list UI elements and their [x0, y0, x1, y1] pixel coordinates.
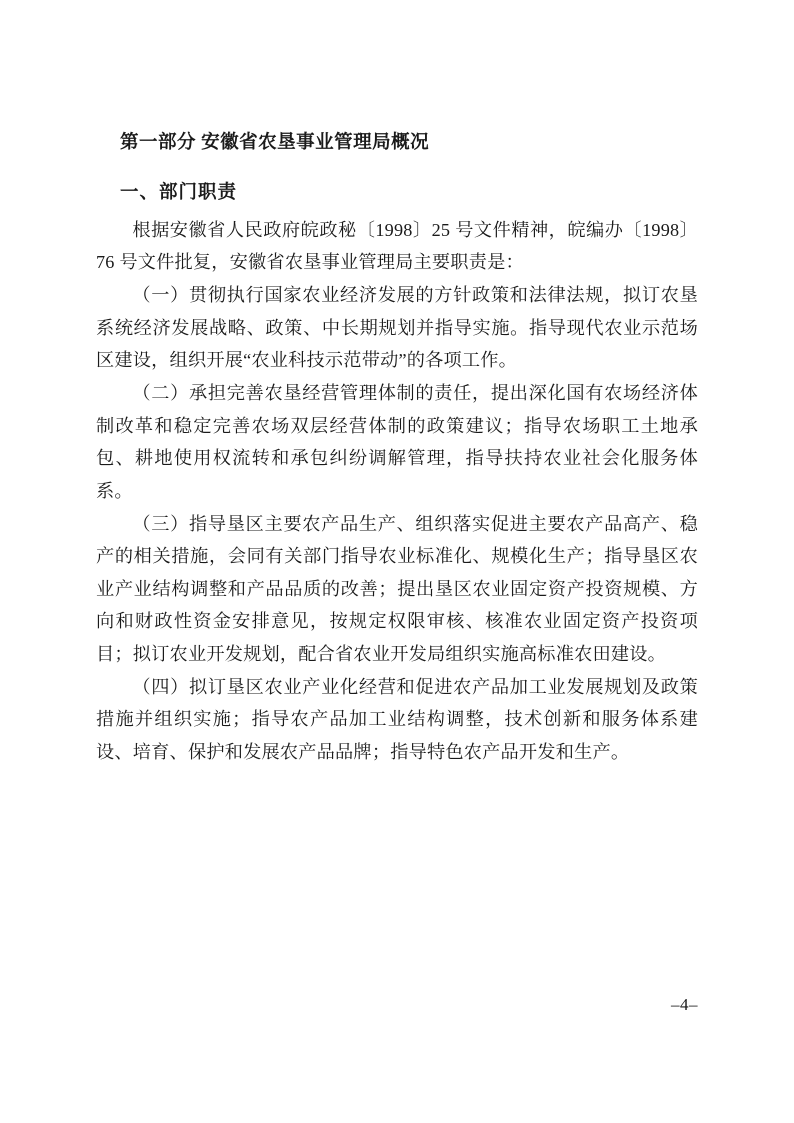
paragraph: （二）承担完善农垦经营管理体制的责任，提出深化国有农场经济体制改革和稳定完善农场双层经营体制的政策建议；指导农场职工土地承包、耕地使用权流转和承包纠纷调解管理，指导扶持农业社会化服务体系。	[96, 383, 698, 501]
page-number: –4–	[671, 995, 698, 1014]
paragraph: 根据安徽省人民政府皖政秘〔1998〕25 号文件精神，皖编办〔1998〕76 号文件批复，安徽省农垦事业管理局主要职责是：	[96, 219, 698, 272]
paragraph: （一）贯彻执行国家农业经济发展的方针政策和法律法规，拟订农垦系统经济发展战略、政策、中长期规划并指导实施。指导现代农业示范场区建设，组织开展“农业科技示范带动”的各项工作。	[96, 285, 698, 371]
paragraph: （三）指导垦区主要农产品生产、组织落实促进主要农产品高产、稳产的相关措施，会同有关部门指导农业标准化、规模化生产；指导垦区农业产业结构调整和产品品质的改善；提出垦区农业固定资产投资规模、方向和财政性资金安排意见，按规定权限审核、核准农业固定资产投资项目；拟订农业开发规划，配合省农业开发局组织实施高标准农田建设。	[96, 514, 698, 664]
section-heading: 一、部门职责	[120, 182, 238, 203]
paragraph: （四）拟订垦区农业产业化经营和促进农产品加工业发展规划及政策措施并组织实施；指导农产品加工业结构调整，技术创新和服务体系建设、培育、保护和发展农产品品牌；指导特色农产品开发和生产。	[96, 676, 698, 762]
page-title: 第一部分 安徽省农垦事业管理局概况	[120, 133, 430, 153]
